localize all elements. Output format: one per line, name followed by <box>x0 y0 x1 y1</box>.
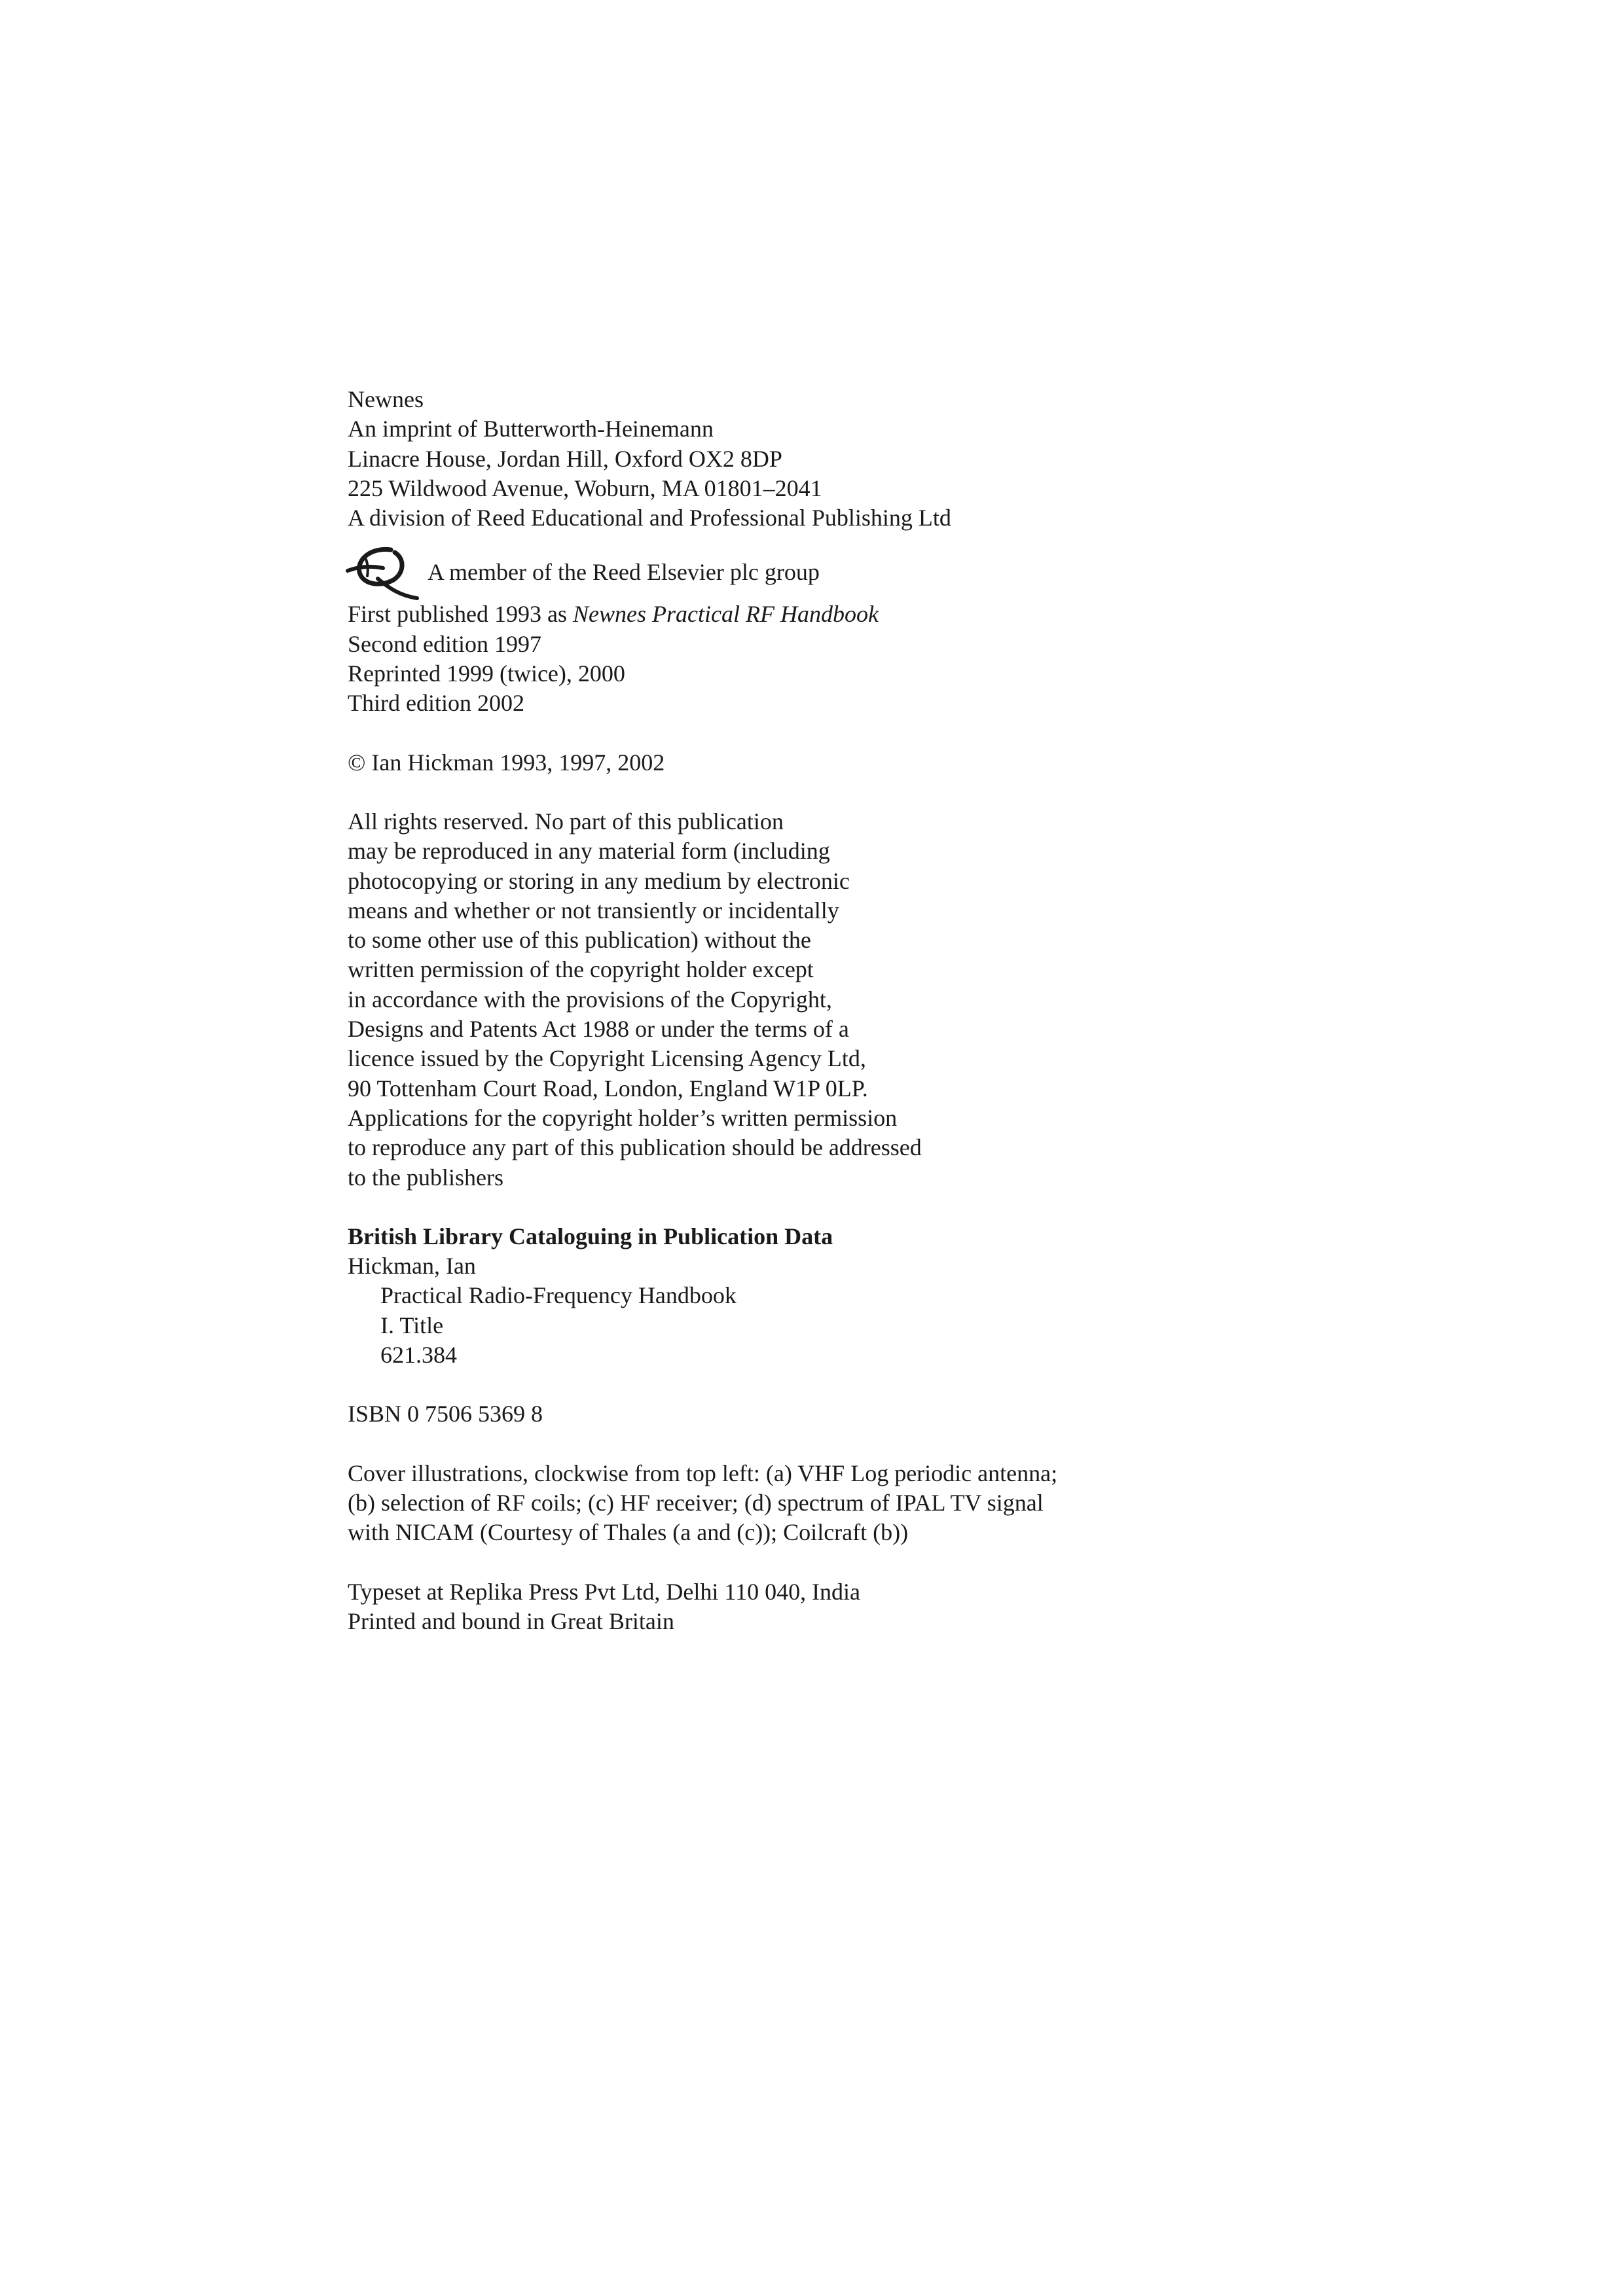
rights-line: means and whether or not transiently or incidentally <box>348 897 839 924</box>
cover-line: (b) selection of RF coils; (c) HF receiver; (d) spectrum of IPAL TV signal <box>348 1489 1044 1516</box>
member-row <box>348 547 1199 597</box>
typeset-line: Typeset at Replika Press Pvt Ltd, Delhi 110 040, India <box>348 1578 861 1605</box>
printing-block <box>348 1577 1199 1637</box>
first-published-line <box>348 600 1199 629</box>
cover-line: with NICAM (Courtesy of Thales (a and (c)); Coilcraft (b)) <box>348 1519 909 1546</box>
rights-line: photocopying or storing in any medium by electronic <box>348 867 850 894</box>
cataloguing-entry: I. Title <box>380 1312 444 1338</box>
cataloguing-author: Hickman, Ian <box>348 1253 476 1280</box>
rights-line: written permission of the copyright holder except <box>348 956 814 983</box>
cover-line: Cover illustrations, clockwise from top left: (a) VHF Log periodic antenna; <box>348 1460 1058 1486</box>
cover-credits <box>348 1459 1199 1548</box>
rights-line: to reproduce any part of this publication should be addressed <box>348 1134 922 1161</box>
third-edition: Third edition 2002 <box>348 690 524 717</box>
first-published-prefix: First published 1993 as <box>348 601 574 628</box>
cataloguing-entry: Practical Radio-Frequency Handbook <box>380 1282 737 1309</box>
imprint-line: An imprint of Butterworth-Heinemann <box>348 416 714 442</box>
history-block <box>348 600 1199 718</box>
publisher-block <box>348 385 1199 533</box>
rights-paragraph <box>348 807 1199 1193</box>
cataloguing-heading: British Library Cataloguing in Publication Data <box>348 1223 833 1249</box>
printed-line: Printed and bound in Great Britain <box>348 1607 674 1634</box>
cataloguing-entry: 621.384 <box>380 1342 457 1369</box>
reed-elsevier-logo-icon <box>345 542 424 601</box>
member-text: A member of the Reed Elsevier plc group <box>428 559 820 586</box>
rights-line: to the publishers <box>348 1164 503 1191</box>
rights-line: may be reproduced in any material form (including <box>348 838 830 865</box>
copyright-notice: © Ian Hickman 1993, 1997, 2002 <box>348 749 665 776</box>
publisher-name: Newnes <box>348 386 424 412</box>
rights-line: All rights reserved. No part of this publication <box>348 808 784 834</box>
rights-line: licence issued by the Copyright Licensing Agency Ltd, <box>348 1045 866 1072</box>
rights-line: Applications for the copyright holder’s written permission <box>348 1104 898 1131</box>
first-published-title: Newnes Practical RF Handbook <box>573 601 879 628</box>
address-us: 225 Wildwood Avenue, Woburn, MA 01801–2041 <box>348 475 822 501</box>
rights-line: to some other use of this publication) without the <box>348 927 811 954</box>
address-uk: Linacre House, Jordan Hill, Oxford OX2 8DP <box>348 445 782 472</box>
reprint-line: Reprinted 1999 (twice), 2000 <box>348 660 625 687</box>
isbn: ISBN 0 7506 5369 8 <box>348 1401 543 1427</box>
division-line: A division of Reed Educational and Professional Publishing Ltd <box>348 505 951 531</box>
cataloguing-block <box>348 1222 1199 1370</box>
rights-line: in accordance with the provisions of the Copyright, <box>348 986 832 1013</box>
second-edition: Second edition 1997 <box>348 630 541 657</box>
rights-line: 90 Tottenham Court Road, London, England W1P 0LP. <box>348 1075 868 1102</box>
copyright-page <box>348 385 1199 1636</box>
rights-line: Designs and Patents Act 1988 or under the terms of a <box>348 1016 849 1043</box>
